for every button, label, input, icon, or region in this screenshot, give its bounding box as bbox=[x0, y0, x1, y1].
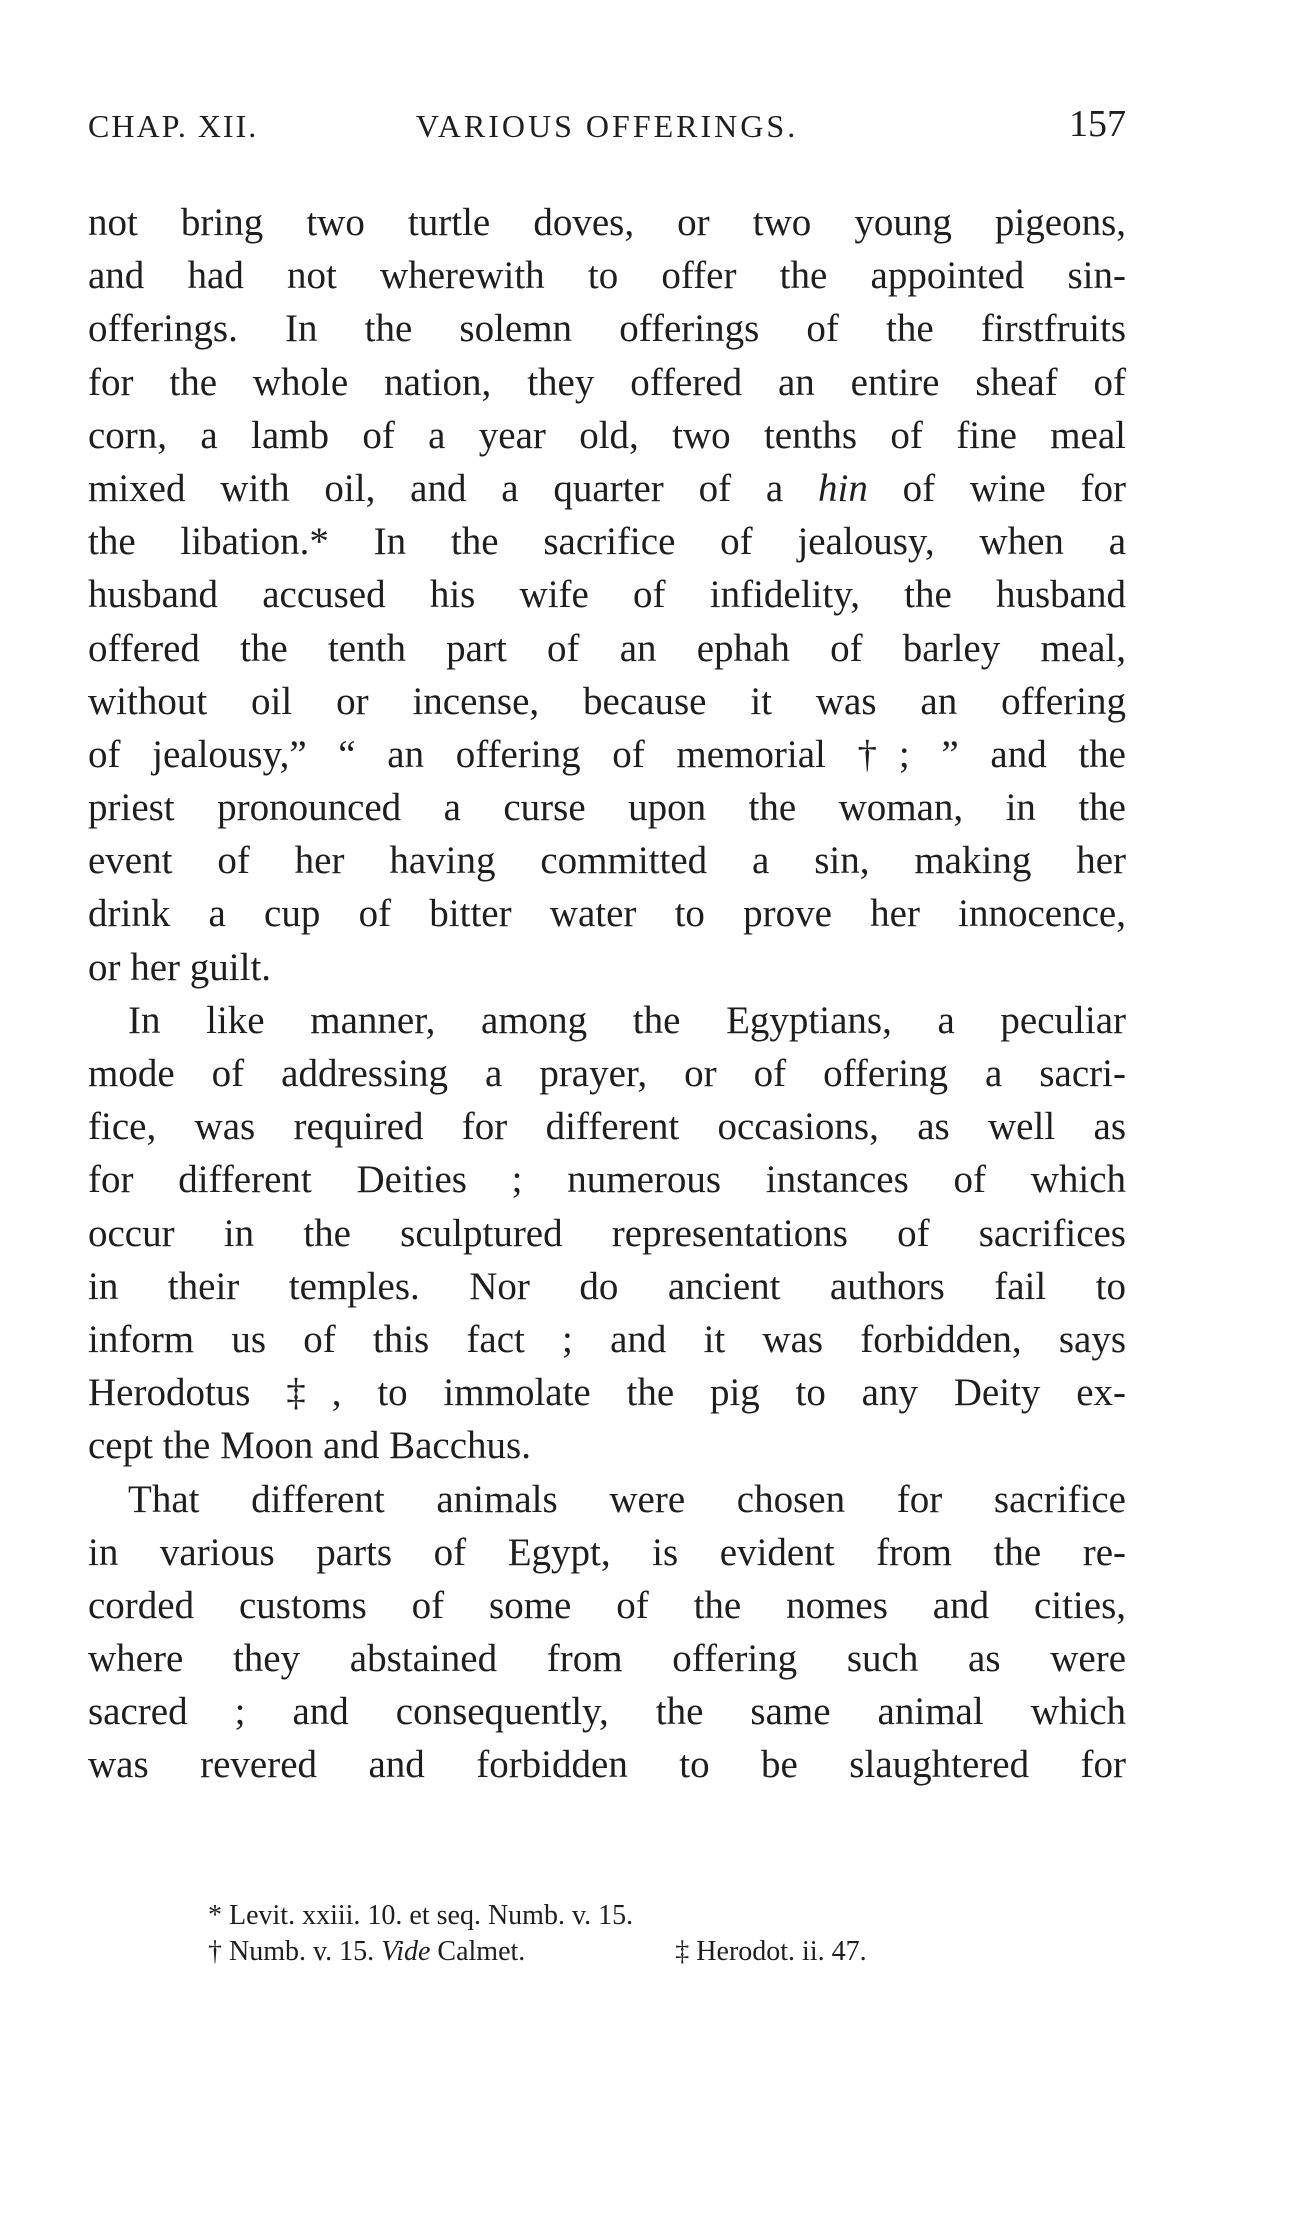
footnote: * Levit. xxiii. 10. et seq. Numb. v. 15. bbox=[208, 1900, 634, 1931]
italic-word: hin bbox=[817, 466, 868, 510]
text-line: That different animals were chosen for sacrifice bbox=[128, 1477, 1126, 1521]
text-line: the libation.* In the sacrifice of jealousy, when a bbox=[88, 520, 1126, 564]
text-line: offerings. In the solemn offerings of the firstfruits bbox=[88, 307, 1126, 351]
text-line: fice, was required for different occasions, as well as bbox=[88, 1105, 1126, 1149]
running-head bbox=[88, 103, 1126, 156]
italic-word: Vide bbox=[381, 1936, 431, 1967]
footnote-text: Calmet. bbox=[430, 1936, 526, 1967]
body-text bbox=[88, 196, 1126, 1792]
text-line: event of her having committed a sin, making her bbox=[88, 839, 1126, 883]
text-line: occur in the sculptured representations of sacrifices bbox=[88, 1211, 1126, 1255]
text-line: Herodotus ‡, to immolate the pig to any Deity ex- bbox=[88, 1371, 1126, 1415]
text-line: corded customs of some of the nomes and cities, bbox=[88, 1583, 1126, 1627]
text-line: not bring two turtle doves, or two young pigeons, bbox=[88, 201, 1126, 244]
text-line: in various parts of Egypt, is evident from the re- bbox=[88, 1530, 1126, 1574]
text-line: priest pronounced a curse upon the woman, in the bbox=[88, 786, 1126, 830]
text-line: sacred ; and consequently, the same animal which bbox=[88, 1690, 1126, 1734]
text-line: In like manner, among the Egyptians, a peculiar bbox=[128, 998, 1126, 1042]
page-number: 157 bbox=[1069, 103, 1126, 145]
text-line: mode of addressing a prayer, or of offering a sacri- bbox=[88, 1052, 1126, 1095]
text-line: for the whole nation, they offered an entire sheaf of bbox=[88, 360, 1126, 404]
chapter-title: VARIOUS OFFERINGS. bbox=[415, 108, 799, 144]
footnote: ‡ Herodot. ii. 47. bbox=[675, 1936, 867, 1967]
footnote bbox=[88, 1934, 1126, 1970]
text-line: of jealousy,” “ an offering of memorial †; ” and the bbox=[88, 732, 1126, 776]
text-line: corn, a lamb of a year old, two tenths of fine meal bbox=[88, 413, 1126, 457]
text-line: husband accused his wife of infidelity, the husband bbox=[88, 573, 1126, 617]
text-line: or her guilt. bbox=[88, 945, 272, 989]
text-line: drink a cup of bitter water to prove her innocence, bbox=[88, 892, 1126, 936]
text-line: without oil or incense, because it was an offering bbox=[88, 679, 1126, 723]
text-line: for different Deities ; numerous instances of which bbox=[88, 1158, 1126, 1202]
text-line: offered the tenth part of an ephah of barley meal, bbox=[88, 626, 1126, 670]
footnote-text: † Numb. v. 15. bbox=[208, 1936, 382, 1967]
footnotes bbox=[88, 1898, 1126, 1970]
text-line bbox=[88, 462, 1126, 515]
text-line: in their temples. Nor do ancient authors fail to bbox=[88, 1264, 1126, 1308]
text-line: cept the Moon and Bacchus. bbox=[88, 1424, 531, 1468]
chapter-label: CHAP. XII. bbox=[88, 108, 259, 144]
text-line: and had not wherewith to offer the appointed sin- bbox=[88, 254, 1126, 298]
text-line: was revered and forbidden to be slaughtered for bbox=[88, 1743, 1126, 1787]
text-segment: of wine for bbox=[867, 466, 1126, 510]
text-line: where they abstained from offering such as were bbox=[88, 1637, 1126, 1681]
text-segment: mixed with oil, and a quarter of a bbox=[88, 466, 818, 510]
text-line: inform us of this fact ; and it was forbidden, says bbox=[88, 1317, 1126, 1361]
